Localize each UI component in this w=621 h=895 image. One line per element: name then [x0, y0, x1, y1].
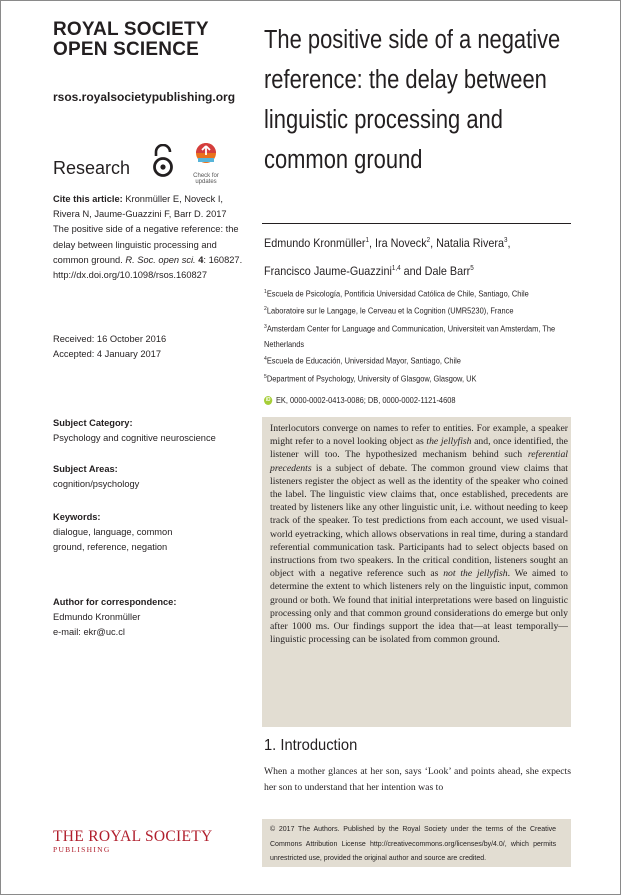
abstract-part: and, once identified, the listener will too. The hypothesized mechanism behind such [270, 436, 568, 461]
affiliation-text: Department of Psychology, University of Glasgow, Glasgow, UK [266, 374, 477, 384]
publisher-sub: PUBLISHING [53, 845, 111, 854]
cite-block [53, 192, 243, 283]
accepted-date: Accepted: 4 January 2017 [53, 349, 162, 360]
abstract-italic: the jellyfish [426, 436, 472, 448]
author-separator: , [430, 236, 437, 250]
author-name: Natalia Rivera [436, 236, 504, 250]
subject-areas-value: cognition/psychology [53, 479, 140, 490]
introduction-text: When a mother glances at her son, says ‘Look’ and points ahead, she expects her son to understand that her intention was to [264, 766, 571, 793]
journal-name-line1: ROYAL SOCIETY [53, 19, 209, 40]
section-label: Research [53, 158, 131, 178]
subject-areas [53, 462, 243, 492]
affiliation-item [264, 352, 586, 369]
cite-article-number: : 160827. [203, 254, 243, 265]
affiliation-sup: 4 [264, 356, 267, 363]
correspondence-name: Edmundo Kronmüller [53, 612, 141, 623]
affiliation-sup: 1 [264, 289, 267, 295]
correspondence-label: Author for correspondence: [53, 597, 177, 607]
subject-category-value: Psychology and cognitive neuroscience [53, 433, 216, 444]
author-name: Ira Noveck [374, 236, 427, 250]
abstract-part: Interlocutors converge on names to refer to entities. For example, a speaker might refer to a novel looking object as [270, 423, 568, 448]
affiliation-item [264, 320, 558, 353]
affiliation-text: Escuela de Psicología, Pontificia Universidad Católica de Chile, Santiago, Chile [266, 289, 529, 299]
author-name: Edmundo Kronmüller [264, 236, 366, 250]
keywords-label: Keywords: [53, 512, 101, 522]
keywords-value: dialogue, language, common ground, reference, negation [53, 527, 173, 553]
author-name: Dale Barr [424, 264, 471, 278]
cite-text: Kronmüller E, Noveck I, Rivera N, Jaume-Guazzini F, Barr D. 2017 The positive side of a negative reference: the delay between linguistic processing and common ground. [53, 194, 239, 265]
author-affil-sup: 2 [426, 237, 431, 244]
author-separator: and [400, 264, 425, 278]
license-text: © 2017 The Authors. Published by the Royal Society under the terms of the Creative Commons Attribution License http://creativecommons.org/licenses/by/4.0/, which permits unrestricted use, provided the original author and source are credited. [270, 824, 557, 862]
affiliation-sup: 5 [264, 373, 267, 380]
affiliation-list [264, 285, 586, 409]
open-access-icon [150, 144, 176, 178]
subject-areas-label: Subject Areas: [53, 464, 118, 474]
author-name: Francisco Jaume-Guazzini [264, 264, 392, 278]
affiliation-item [264, 285, 586, 302]
check-for-updates-badge[interactable] [189, 142, 223, 185]
correspondence [53, 595, 243, 641]
publisher-logo [53, 828, 213, 854]
affiliation-text: Laboratoire sur le Langage, le Cerveau et la Cognition (UMR5230), France [266, 306, 514, 316]
author-affil-sup: 3 [503, 237, 508, 244]
affiliation-item [264, 370, 586, 387]
affiliation-text: Escuela de Educación, Universidad Mayor, Santiago, Chile [266, 357, 461, 367]
cite-doi-link[interactable]: http://dx.doi.org/10.1098/rsos.160827 [53, 270, 208, 281]
abstract-part: is a subject of debate. The common ground view claims that listeners register the object as well as the identity of the speaker who coined the label. The linguistic view claims that, once established, precedents are treated by listeners like any other linguistic unit, i.e. without needing to keep track of the speaker. To test predictions from each account, we used visual-world eyetracking, which allows observations in real time, during a standard referential communication task. Participants had to select objects based on instructions from two speakers. In the critical condition, listeners sought an object with a negative reference such as [270, 462, 568, 580]
article-title: The positive side of a negative reference: the delay between linguistic processing and common ground [264, 26, 561, 174]
affiliation-text: Amsterdam Center for Language and Communication, Universiteit van Amsterdam, The Netherlands [264, 324, 556, 349]
keywords [53, 510, 203, 556]
publisher-name: THE ROYAL SOCIETY [53, 828, 213, 845]
journal-name [53, 20, 209, 60]
author-separator: , [507, 236, 511, 250]
orcid-icon[interactable]: iD [265, 397, 271, 404]
affiliation-item [264, 302, 586, 319]
cite-journal: R. Soc. open sci. [125, 254, 196, 265]
abstract-part: . We aimed to determine the extent to which listeners rely on the linguistic input, common ground or both. We found that initial interpretations were based on linguistic processing only and that common ground considerations do emerge but only after 1000 ms. Our findings support the idea that—at least temporally—linguistic processing can be isolated from common ground. [270, 568, 568, 646]
author-separator: , [368, 236, 375, 250]
subject-category [53, 416, 243, 446]
author-list [264, 228, 579, 284]
check-for-updates-line2: updates [195, 179, 217, 185]
author-affil-sup: 1,4 [391, 265, 401, 272]
journal-name-line2: OPEN SCIENCE [53, 39, 199, 60]
author-affil-sup: 5 [470, 265, 474, 272]
abstract-italic: referential precedents [270, 449, 568, 474]
dates-block [53, 332, 243, 362]
abstract-text [270, 422, 568, 646]
orcid-ids: EK, 0000-0002-0413-0086; DB, 0000-0002-1121-4608 [275, 396, 456, 405]
affiliation-sup: 3 [264, 323, 267, 330]
correspondence-email-label: e-mail: [53, 627, 84, 638]
abstract-italic: not the jellyfish [443, 568, 508, 580]
received-date: Received: 16 October 2016 [53, 334, 167, 344]
check-for-updates-text [189, 173, 223, 185]
author-affil-sup: 1 [365, 237, 369, 244]
affiliation-sup: 2 [264, 306, 267, 313]
cite-label: Cite this article: [53, 194, 123, 204]
introduction-heading: 1. Introduction [264, 737, 358, 754]
subject-category-label: Subject Category: [53, 418, 133, 428]
check-for-updates-icon [189, 142, 223, 166]
check-for-updates-line1: Check for [193, 173, 219, 179]
cite-volume: 4 [195, 254, 204, 265]
correspondence-email-link[interactable]: ekr@uc.cl [83, 627, 125, 638]
title-rule [262, 223, 571, 224]
journal-site-link[interactable]: rsos.royalsocietypublishing.org [53, 90, 236, 104]
orcid-line [264, 393, 586, 409]
